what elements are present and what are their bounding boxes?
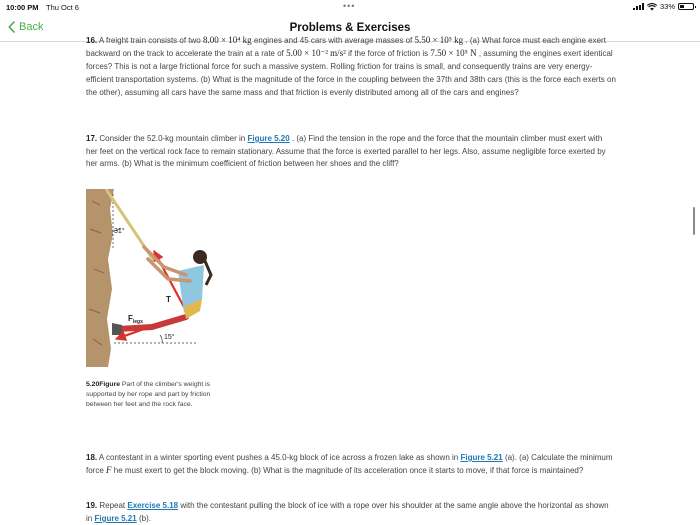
figure-caption-text: Part of the climber's weight is supported by her rope and part by friction between her feet and the rock face. [86,381,211,408]
problem-17 [86,133,616,171]
leg-force-label: $F_{legs}$ [128,314,143,325]
scrollbar[interactable] [693,207,695,235]
figure-caption-label: 5.20Figure [86,381,120,388]
exercise-5-18-link[interactable]: Exercise 5.18 [127,501,179,510]
figure-caption [86,380,211,410]
rock-face [86,189,114,367]
math-expression: 8.00 × 10⁴ kg [202,35,252,45]
problem-text: . (a) Find the tension in the rope and the force that the mountain climber must exert with her feet on the vertical rock face to remain stationary. Assume that the force is exerted parallel to her legs. Also, assume negligible force exerted by her arms. (b) What is the minimum coefficient of friction between her shoes and the cliff? [86,134,606,168]
climber-shoe [112,323,122,335]
math-expression: 7.50 × 10⁵ N [430,48,477,58]
figure-5-21-link[interactable]: Figure 5.21 [460,453,503,462]
problem-number: 19. [86,501,98,510]
problem-16 [86,35,616,99]
figure-5-21-link[interactable]: Figure 5.21 [94,514,137,523]
status-date: Thu Oct 6 [46,3,79,12]
cellular-signal-icon [633,3,644,10]
tension-label: T [166,295,171,304]
problem-text: with the contestant pulling the block of ice with a rope over his shoulder at the same angle above the horizontal as shown in [86,501,609,523]
angle-label-bottom: 15° [164,334,175,341]
angle-arc-bottom [160,335,162,343]
climber-ponytail [205,261,211,285]
problem-text: . (a) What force must each engine exert backward on the track to accelerate the train at a rate of [86,36,606,58]
page-title: Problems & Exercises [289,22,411,34]
multitasking-dots[interactable]: ••• [343,1,356,11]
problem-text: if the force of friction is [348,49,429,58]
problem-text: (b). [138,514,151,523]
problem-text: engines and 45 cars with average masses of [253,36,413,45]
problem-text: , assuming the engines exert identical forces? This is not a large frictional force for such a massive system. Rolling friction for trains is small, and consequently trains are very energy-efficient transportation systems. (b) What is the magnitude of the force in the coupling between the 37th and 38th cars (this is the force each exerts on the other), assuming all cars have the same mass and that friction is evenly distributed among all of the cars and engines? [86,49,616,97]
back-button-label: Back [19,21,44,33]
problem-text: he must exert to get the block moving. (b) What is the magnitude of its acceleration once it starts to move, if that force is maintained? [113,466,584,475]
climber-illustration [86,189,216,367]
problem-text: (a). (a) Calculate the minimum force [86,453,613,475]
problem-19 [86,499,616,525]
wifi-icon [647,3,657,11]
figure-5-20-link[interactable]: Figure 5.20 [247,134,290,143]
math-expression: 5.50 × 10⁵ kg [414,35,464,45]
problem-text: Consider the 52.0-kg mountain climber in [99,134,246,143]
status-time: 10:00 PM [6,3,39,12]
problem-text: Repeat [99,501,126,510]
math-expression: 5.00 × 10⁻² m/s² [286,48,346,58]
status-bar [0,0,700,14]
problem-number: 16. [86,36,98,45]
battery-fill [680,5,684,8]
problem-number: 17. [86,134,98,143]
problem-text: A freight train consists of two [98,36,201,45]
problem-18 [86,451,616,477]
math-expression: F [106,465,112,475]
problem-number: 18. [86,453,98,462]
problem-text: A contestant in a winter sporting event pushes a 45.0-kg block of ice across a frozen lake as shown in [98,453,459,462]
figure-5-20 [86,189,216,367]
status-right [633,2,694,11]
battery-percent: 33% [659,2,675,11]
battery-icon [678,3,694,10]
angle-label-top: 31° [114,228,125,235]
